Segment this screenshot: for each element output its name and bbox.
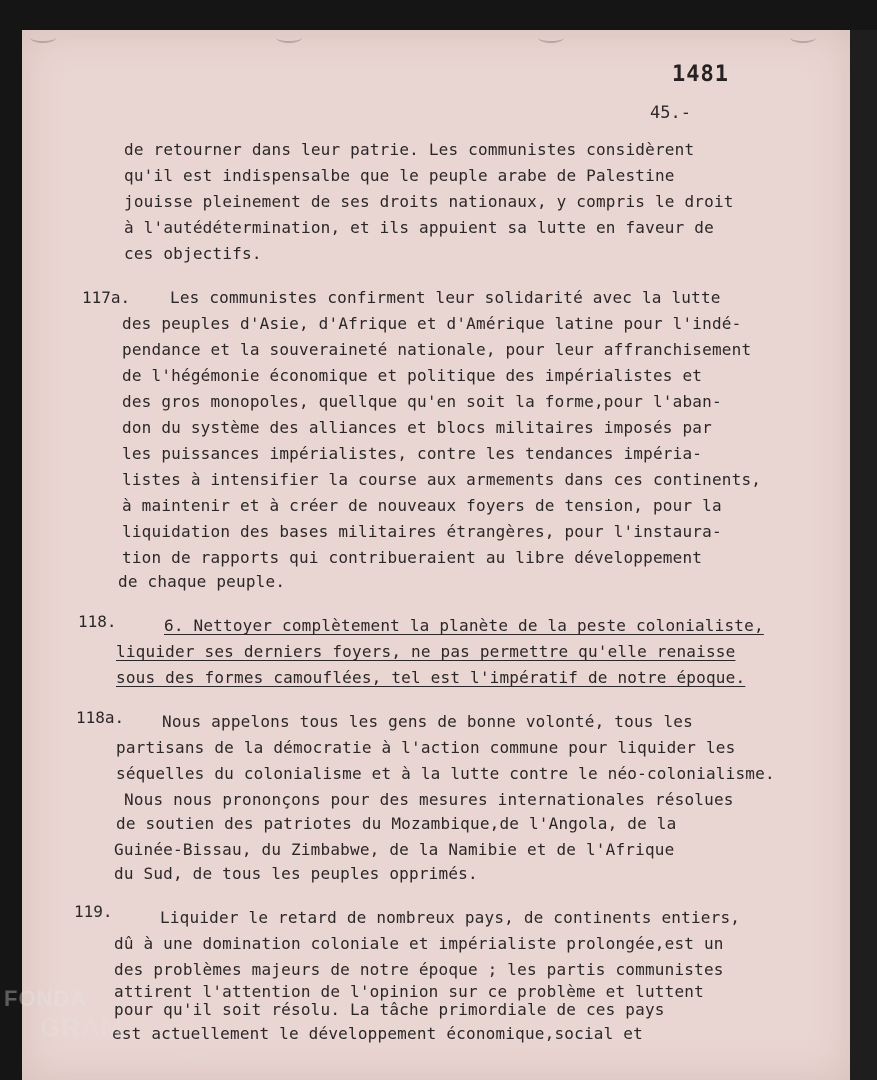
archive-watermark: GRAM bbox=[40, 1012, 124, 1042]
text-line: listes à intensifier la course aux armements dans ces continents, bbox=[122, 470, 762, 489]
text-line: Nous nous prononçons pour des mesures internationales résolues bbox=[124, 790, 734, 809]
text-line: de retourner dans leur patrie. Les communistes considèrent bbox=[124, 140, 695, 159]
text-line: à l'autédétermination, et ils appuient sa lutte en faveur de bbox=[124, 218, 714, 237]
text-line: Guinée-Bissau, du Zimbabwe, de la Namibie et de l'Afrique bbox=[114, 840, 675, 859]
text-line: tion de rapports qui contribueraient au libre développement bbox=[122, 548, 703, 567]
text-line: ces objectifs. bbox=[124, 244, 262, 263]
paragraph-number: 118a. bbox=[76, 708, 125, 727]
text-line: Liquider le retard de nombreux pays, de continents entiers, bbox=[160, 908, 741, 927]
scan-edge bbox=[850, 30, 877, 1080]
text-line: du Sud, de tous les peuples opprimés. bbox=[114, 864, 478, 883]
page-number: 45.- bbox=[650, 103, 691, 123]
page-tab-mark bbox=[30, 32, 56, 43]
text-line: est actuellement le développement économique,social et bbox=[112, 1024, 643, 1043]
text-line: Nous appelons tous les gens de bonne volonté, tous les bbox=[162, 712, 693, 731]
text-line: attirent l'attention de l'opinion sur ce problème et luttent bbox=[114, 982, 704, 1001]
text-line: à maintenir et à créer de nouveaux foyers de tension, pour la bbox=[122, 496, 722, 515]
text-line: liquidation des bases militaires étrangères, pour l'instaura- bbox=[122, 522, 722, 541]
archive-watermark: onlus bbox=[178, 1050, 205, 1062]
paragraph-number: 117a. bbox=[82, 288, 131, 307]
underlined-text-line: 6. Nettoyer complètement la planète de la peste colonialiste, bbox=[164, 616, 764, 635]
text-line: dû à une domination coloniale et impérialiste prolongée,est un bbox=[114, 934, 724, 953]
paragraph-number: 119. bbox=[74, 902, 113, 921]
text-line: séquelles du colonialisme et à la lutte contre le néo-colonialisme. bbox=[116, 764, 775, 783]
archive-stamp-number: 1481 bbox=[672, 62, 729, 87]
paragraph-number: 118. bbox=[78, 612, 117, 631]
text-line: don du système des alliances et blocs militaires imposés par bbox=[122, 418, 712, 437]
text-line: des gros monopoles, quellque qu'en soit la forme,pour l'aban- bbox=[122, 392, 722, 411]
page-tab-mark bbox=[790, 32, 816, 43]
archive-watermark: FONDA bbox=[4, 986, 88, 1011]
text-line: de soutien des patriotes du Mozambique,de l'Angola, de la bbox=[116, 814, 677, 833]
text-line: Les communistes confirment leur solidarité avec la lutte bbox=[170, 288, 721, 307]
text-line: partisans de la démocratie à l'action commune pour liquider les bbox=[116, 738, 736, 757]
page-tab-mark bbox=[538, 32, 564, 43]
text-line: jouisse pleinement de ses droits nationaux, y compris le droit bbox=[124, 192, 734, 211]
text-line: de l'hégémonie économique et politique des impérialistes et bbox=[122, 366, 703, 385]
text-line: des problèmes majeurs de notre époque ; les partis communistes bbox=[114, 960, 724, 979]
page-tab-mark bbox=[276, 32, 302, 43]
text-line: les puissances impérialistes, contre les tendances impéria- bbox=[122, 444, 703, 463]
text-line: qu'il est indispensalbe que le peuple arabe de Palestine bbox=[124, 166, 675, 185]
text-line: de chaque peuple. bbox=[118, 572, 286, 591]
underlined-text-line: liquider ses derniers foyers, ne pas permettre qu'elle renaisse bbox=[116, 642, 736, 661]
underlined-text-line: sous des formes camouflées, tel est l'impératif de notre époque. bbox=[116, 668, 746, 687]
text-line: des peuples d'Asie, d'Afrique et d'Amérique latine pour l'indé- bbox=[122, 314, 742, 333]
text-line: pendance et la souveraineté nationale, pour leur affranchisement bbox=[122, 340, 752, 359]
text-line: pour qu'il soit résolu. La tâche primordiale de ces pays bbox=[114, 1000, 665, 1019]
